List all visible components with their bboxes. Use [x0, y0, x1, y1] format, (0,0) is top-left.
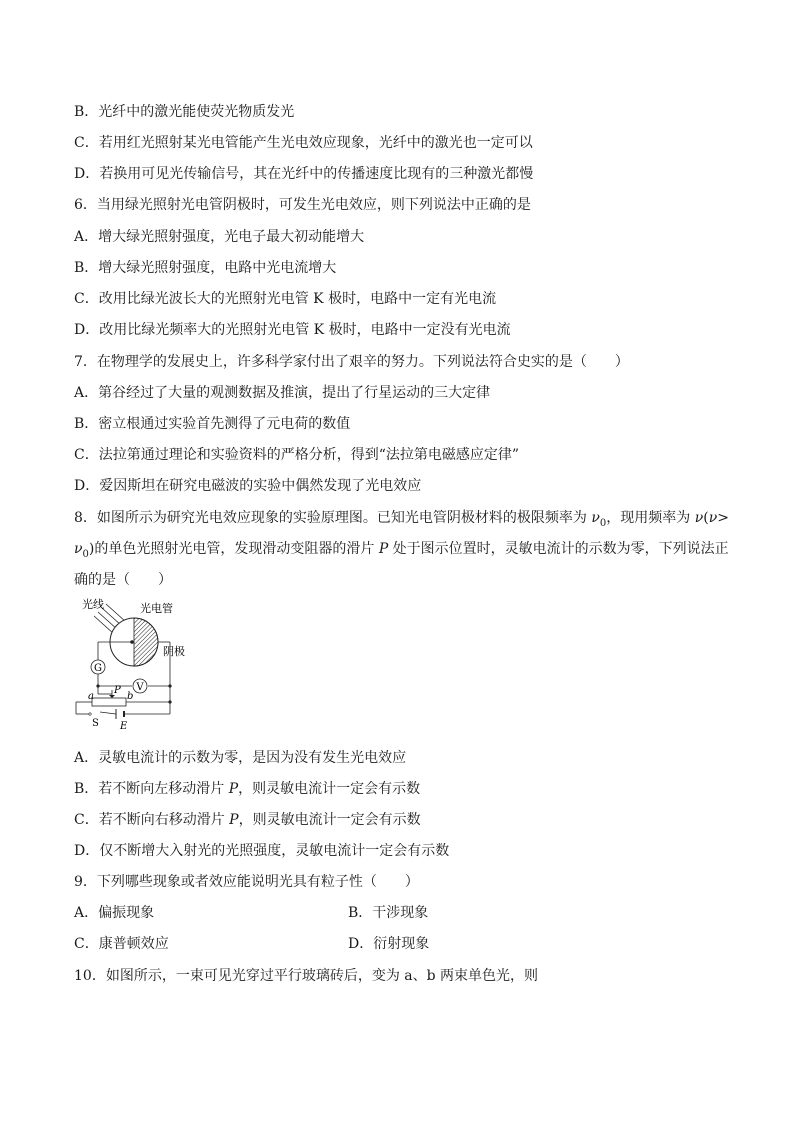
q7-option-c: C．法拉第通过理论和实验资料的严格分析，得到“法拉第电磁感应定律”: [74, 447, 520, 463]
q9-option-a: A．偏振现象: [74, 905, 155, 921]
q7-stem: 7．在物理学的发展史上，许多科学家付出了艰辛的努力。下列说法符合史实的是（ ）: [74, 354, 629, 370]
q7-option-b: B．密立根通过实验首先测得了元电荷的数值: [74, 416, 351, 432]
q5-option-d: D．若换用可见光传输信号，其在光纤中的传播速度比现有的三种激光都慢: [74, 166, 534, 182]
label-a: a: [88, 691, 94, 702]
q6-option-c: C．改用比绿光波长大的光照射光电管 K 极时，电路中一定有光电流: [74, 291, 497, 307]
q9-option-d: D．衍射现象: [348, 936, 430, 952]
label-cathode: 阴极: [163, 645, 185, 658]
voltmeter-label: V: [136, 682, 144, 693]
q8-option-b: B．若不断向左移动滑片 P，则灵敏电流计一定会有示数: [74, 781, 421, 797]
label-tube: 光电管: [140, 602, 173, 615]
label-light: 光线: [82, 598, 104, 611]
q5-option-c: C．若用红光照射某光电管能产生光电效应现象，光纤中的激光也一定可以: [74, 135, 533, 151]
q7-option-a: A．第谷经过了大量的观测数据及推演，提出了行星运动的三大定律: [74, 385, 491, 401]
q10-stem: 10．如图所示，一束可见光穿过平行玻璃砖后，变为 a、b 两束单色光，则: [74, 968, 539, 984]
photoelectric-circuit-figure: [70, 598, 190, 738]
q8-stem-line2: $\nu_0$)的单色光照射光电管，发现滑动变阻器的滑片 P 处于图示位置时，灵敏电流计的示数为零，下列说法正: [74, 541, 729, 560]
q9-option-b: B．干涉现象: [348, 905, 429, 921]
q6-option-d: D．改用比绿光频率大的光照射光电管 K 极时，电路中一定没有光电流: [74, 322, 511, 338]
label-e: E: [120, 721, 128, 732]
q5-option-b: B．光纤中的激光能使荧光物质发光: [74, 104, 295, 120]
galvanometer-label: G: [94, 663, 102, 674]
q8-option-c: C．若不断向右移动滑片 P，则灵敏电流计一定会有示数: [74, 812, 421, 828]
q8-option-a: A．灵敏电流计的示数为零，是因为没有发生光电效应: [74, 750, 407, 766]
q9-stem: 9．下列哪些现象或者效应能说明光具有粒子性（ ）: [74, 874, 419, 890]
q8-option-d: D．仅不断增大入射光的光照强度，灵敏电流计一定会有示数: [74, 843, 450, 859]
q8-stem-line3: 确的是（ ）: [74, 572, 172, 588]
q8-stem-line1: 8．如图所示为研究光电效应现象的实验原理图。已知光电管阴极材料的极限频率为 $\nu_0$，现用频率为 ν(ν>: [74, 510, 729, 529]
label-p: P: [114, 685, 121, 696]
q9-option-c: C．康普顿效应: [74, 936, 169, 952]
rheostat: [92, 698, 126, 706]
q6-option-b: B．增大绿光照射强度，电路中光电流增大: [74, 260, 337, 276]
label-b: b: [127, 691, 134, 702]
q7-option-d: D．爱因斯坦在研究电磁波的实验中偶然发现了光电效应: [74, 478, 422, 494]
q6-option-a: A．增大绿光照射强度，光电子最大初动能增大: [74, 229, 365, 245]
label-s: S: [92, 718, 99, 729]
q6-stem: 6．当用绿光照射光电管阴极时，可发生光电效应，则下列说法中正确的是: [74, 197, 531, 213]
